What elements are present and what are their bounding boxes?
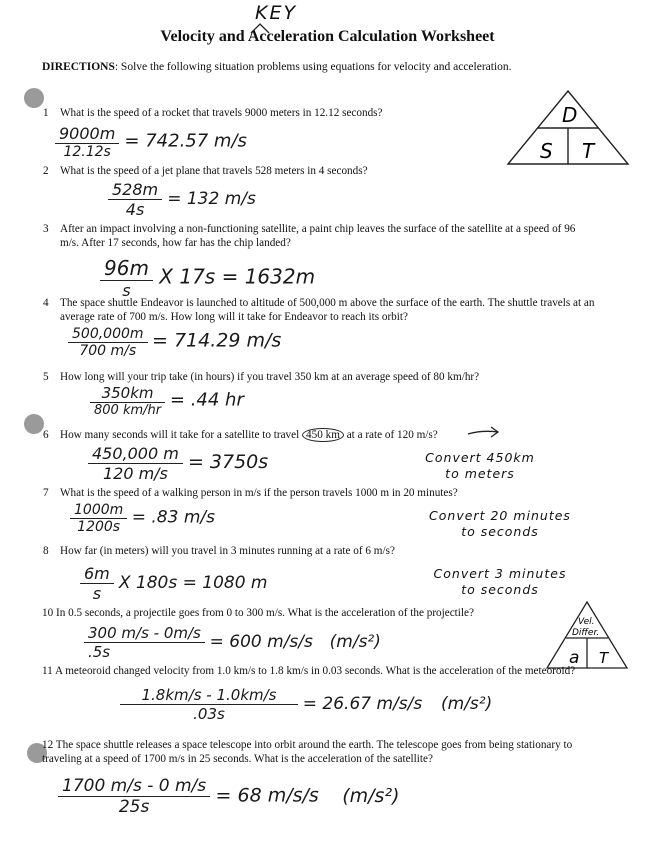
circled-distance: 450 km: [302, 428, 344, 442]
question-2: 2 What is the speed of a jet plane that travels 528 meters in 4 seconds?: [43, 165, 368, 177]
question-1: 1 What is the speed of a rocket that travels 9000 meters in 12.12 seconds?: [43, 107, 383, 119]
triangle-differ-label: Differ.: [572, 628, 600, 638]
triangle-a-label: a: [569, 648, 580, 668]
distance-speed-time-triangle: [505, 88, 631, 168]
question-5: 5 How long will your trip take (in hours) if you travel 350 km at an average speed of 80 km/hr?: [43, 371, 480, 383]
triangle-d-label: D: [562, 103, 578, 127]
note-7: Convert 20 minutes to seconds: [429, 508, 571, 539]
question-7: 7 What is the speed of a walking person in m/s if the person travels 1000 m in 20 minutes?: [43, 487, 458, 499]
arrow-right-icon: [466, 424, 502, 440]
answer-key-label: KEY: [255, 2, 298, 24]
triangle-s-label: S: [540, 139, 553, 163]
question-11: 11 A meteoroid changed velocity from 1.0 km/s to 1.8 km/s in 0.03 seconds. What is the acceleration of the meteoroid?: [42, 665, 576, 677]
triangle-t-label: T: [582, 139, 595, 163]
note-8: Convert 3 minutes to seconds: [433, 566, 567, 597]
punch-hole-middle: [24, 414, 44, 434]
answer-11: $\frac{1.8km/s - 1.0km/s}{.03s}$ = 26.67 m/s/s (m/s²): [120, 686, 492, 723]
acceleration-triangle: [544, 600, 630, 672]
answer-7: $\frac{1000m}{1200s}$ = .83 m/s: [70, 502, 215, 535]
answer-8: $\frac{6m}{s}$ X 180s = 1080 m: [80, 564, 268, 603]
directions-label: DIRECTIONS: [42, 61, 115, 73]
directions: [42, 61, 622, 73]
answer-3: $\frac{96m}{s}$ X 17s = 1632m: [100, 256, 315, 300]
answer-5: $\frac{350km}{800 km/hr}$ = .44 hr: [90, 384, 244, 418]
answer-6: $\frac{450,000 m}{120 m/s}$ = 3750s: [88, 444, 268, 483]
answer-4: $\frac{500,000m}{700 m/s}$ = 714.29 m/s: [68, 326, 281, 359]
answer-1: $\frac{9000m}{12.12s}$ = 742.57 m/s: [55, 124, 247, 160]
directions-text: : Solve the following situation problems using equations for velocity and acceleration.: [114, 61, 512, 73]
question-12: 12 The space shuttle releases a space telescope into orbit around the earth. The telescope goes from being stationary to traveling at a speed of 1700 m/s in 25 seconds. What is the acceleration of the satellite?: [42, 739, 573, 765]
triangle-t2-label: T: [599, 649, 609, 667]
answer-2: $\frac{528m}{4s}$ = 132 m/s: [108, 180, 256, 219]
answer-12: $\frac{1700 m/s - 0 m/s}{25s}$ = 68 m/s/s (m/s²): [58, 776, 400, 817]
answer-10: $\frac{300 m/s - 0m/s}{.5s}$ = 600 m/s/s (m/s²): [84, 624, 381, 661]
page-title: Velocity and Acceleration Calculation Worksheet: [160, 28, 495, 45]
triangle-vel-label: Vel.: [578, 617, 595, 627]
punch-hole-top: [24, 88, 44, 108]
note-6: Convert 450km to meters: [425, 450, 535, 481]
question-3: 3 After an impact involving a non-functioning satellite, a paint chip leaves the surface of the satellite at a speed of 96 m/s. After 17 seconds, how far has the chip landed?: [43, 223, 576, 249]
question-8: 8 How far (in meters) will you travel in 3 minutes running at a rate of 6 m/s?: [43, 545, 395, 557]
question-6: 6 How many seconds will it take for a satellite to travel 450 km at a rate of 120 m/s?: [43, 429, 438, 441]
question-4: 4 The space shuttle Endeavor is launched to altitude of 500,000 m above the surface of the earth. The shuttle travels at an average rate of 700 m/s. How long will it take for Endeavor to reach its orbit?: [43, 297, 595, 323]
question-10: 10 In 0.5 seconds, a projectile goes from 0 to 300 m/s. What is the acceleration of the projectile?: [42, 607, 474, 619]
